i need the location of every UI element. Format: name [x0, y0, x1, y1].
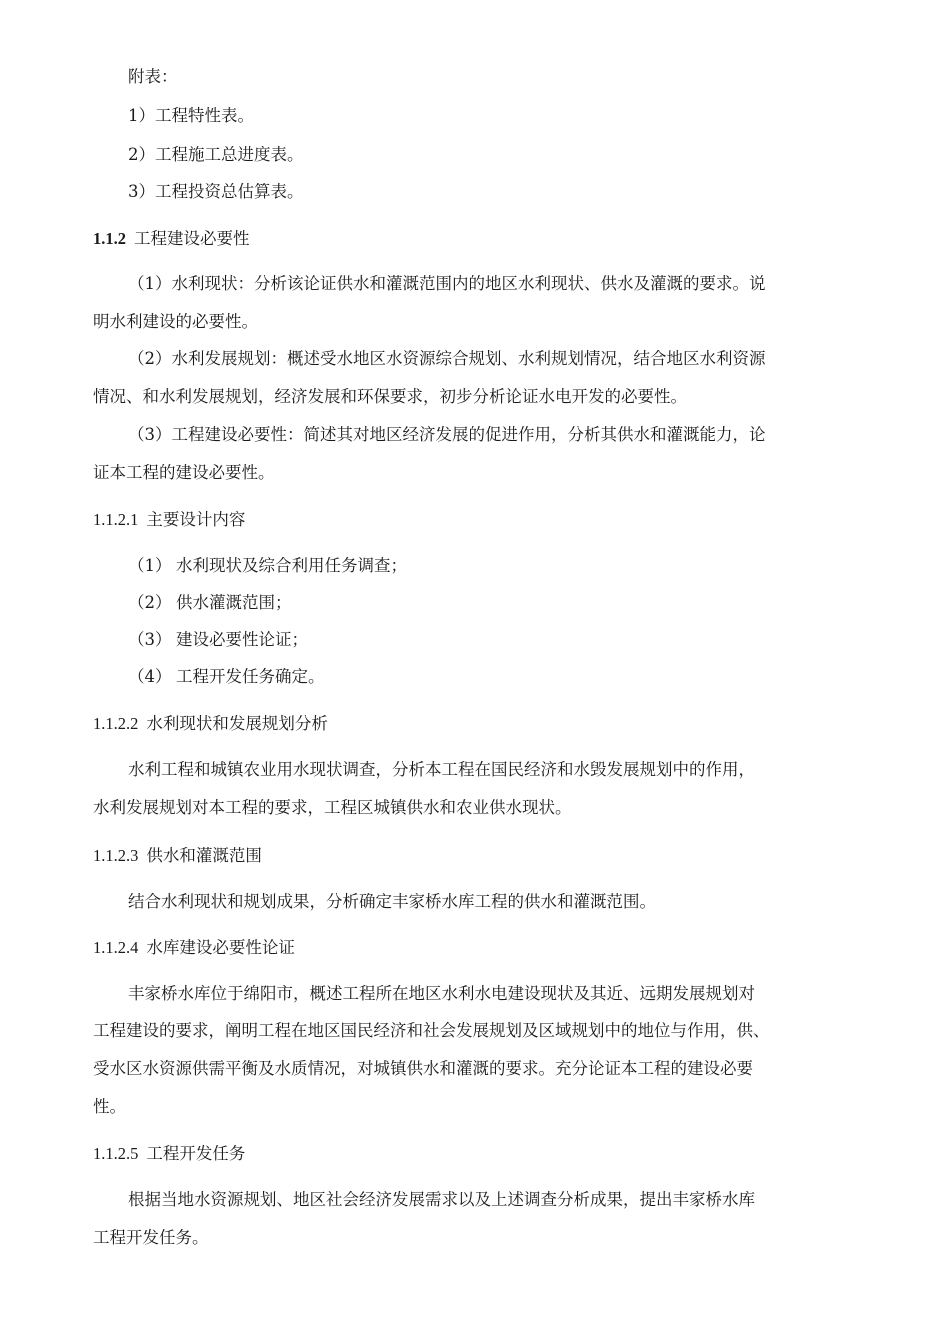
paragraph-line: （3）工程建设必要性：简述其对地区经济发展的促进作用，分析其供水和灌溉能力，论 [128, 425, 766, 444]
paragraph-line: 工程建设的要求，阐明工程在地区国民经济和社会发展规划及区域规划中的地位与作用，供、 [93, 1021, 770, 1040]
paragraph-line: 情况、和水利发展规划，经济发展和环保要求，初步分析论证水电开发的必要性。 [93, 387, 687, 406]
list-item [128, 592, 292, 614]
section-heading-1-1-2-1 [93, 509, 245, 531]
list-item [128, 666, 325, 688]
paragraph-line: 水利工程和城镇农业用水现状调查，分析本工程在国民经济和水毁发展规划中的作用， [128, 760, 755, 779]
paragraph-line: 丰家桥水库位于绵阳市，概述工程所在地区水利水电建设现状及其近、远期发展规划对 [128, 984, 755, 1003]
list-text: 水利现状及综合利用任务调查； [176, 556, 407, 575]
paragraph-line: （2）水利发展规划：概述受水地区水资源综合规划、水利规划情况，结合地区水利资源 [128, 349, 766, 368]
paragraph-line: 水利发展规划对本工程的要求，工程区城镇供水和农业供水现状。 [93, 798, 572, 817]
attachments-title: 附表： [128, 67, 178, 86]
list-text: 建设必要性论证； [176, 630, 308, 649]
section-heading-1-1-2-4 [93, 937, 295, 959]
paragraph-line: 受水区水资源供需平衡及水质情况，对城镇供水和灌溉的要求。充分论证本工程的建设必要 [93, 1059, 753, 1078]
section-number: 1.1.2.1 [93, 510, 139, 529]
paragraph-line: 工程开发任务。 [93, 1228, 209, 1247]
section-heading-1-1-2-2 [93, 713, 328, 735]
section-number: 1.1.2 [93, 229, 126, 248]
list-number: （1） [128, 556, 172, 575]
paragraph-line: 明水利建设的必要性。 [93, 312, 258, 331]
paragraph-line: 性。 [93, 1097, 126, 1116]
list-item [128, 555, 407, 577]
section-heading-1-1-2 [93, 228, 250, 250]
section-title: 水库建设必要性论证 [146, 938, 295, 957]
section-title: 工程建设必要性 [134, 229, 250, 248]
attachment-item: 3）工程投资总估算表。 [128, 182, 304, 201]
section-title: 供水和灌溉范围 [146, 846, 262, 865]
paragraph-line: 根据当地水资源规划、地区社会经济发展需求以及上述调查分析成果，提出丰家桥水库 [128, 1190, 755, 1209]
paragraph-line: 证本工程的建设必要性。 [93, 463, 275, 482]
section-number: 1.1.2.2 [93, 714, 139, 733]
attachment-item: 1）工程特性表。 [128, 106, 254, 125]
section-number: 1.1.2.3 [93, 846, 139, 865]
section-title: 主要设计内容 [146, 510, 246, 529]
list-number: （2） [128, 593, 172, 612]
list-text: 工程开发任务确定。 [176, 667, 325, 686]
section-title: 工程开发任务 [146, 1144, 246, 1163]
section-number: 1.1.2.4 [93, 938, 139, 957]
paragraph-line: 结合水利现状和规划成果，分析确定丰家桥水库工程的供水和灌溉范围。 [128, 892, 656, 911]
attachment-item: 2）工程施工总进度表。 [128, 145, 304, 164]
list-number: （4） [128, 667, 172, 686]
list-text: 供水灌溉范围； [176, 593, 292, 612]
section-title: 水利现状和发展规划分析 [146, 714, 328, 733]
list-number: （3） [128, 630, 172, 649]
section-number: 1.1.2.5 [93, 1144, 139, 1163]
paragraph-line: （1）水利现状：分析该论证供水和灌溉范围内的地区水利现状、供水及灌溉的要求。说 [128, 274, 766, 293]
section-heading-1-1-2-5 [93, 1143, 245, 1165]
section-heading-1-1-2-3 [93, 845, 262, 867]
list-item [128, 629, 308, 651]
